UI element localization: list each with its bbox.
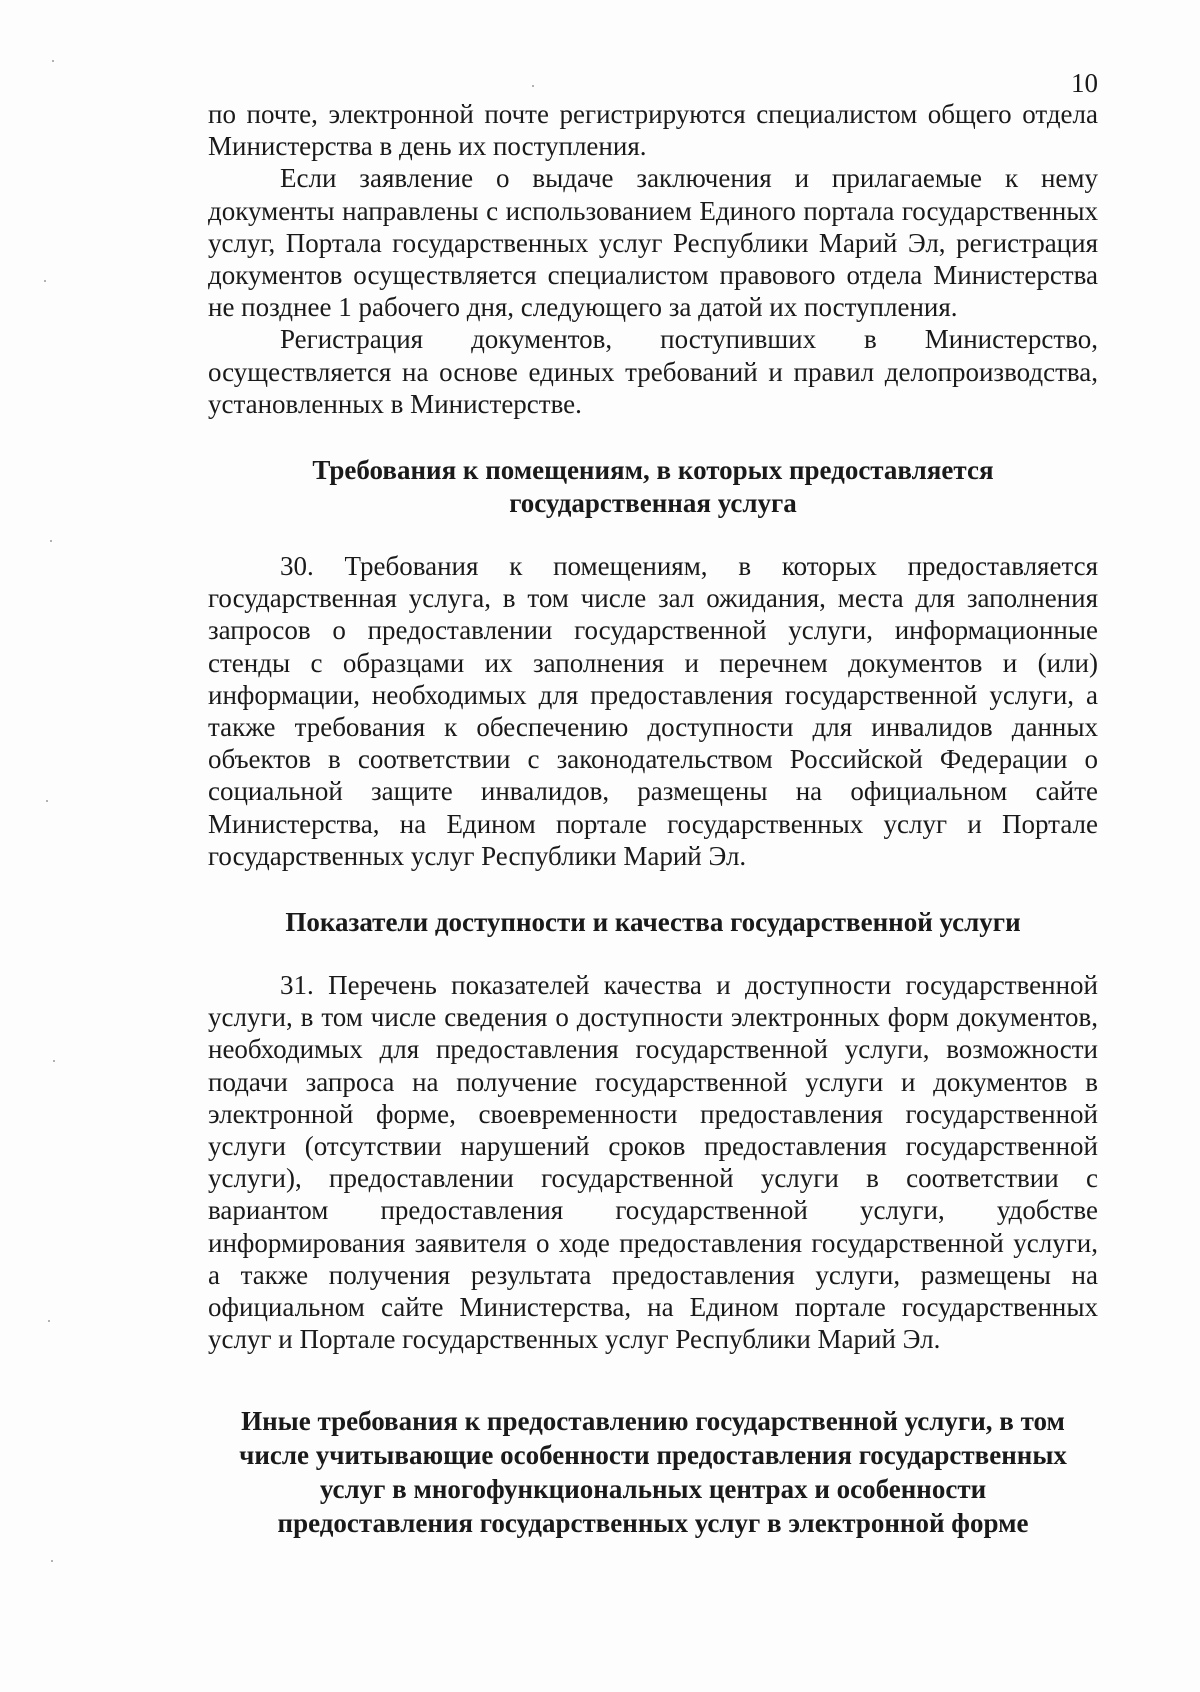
scan-speck <box>44 280 46 282</box>
section-heading-premises <box>208 454 1098 520</box>
heading-line: Требования к помещениям, в которых предоставляется <box>312 455 994 486</box>
scan-speck <box>48 1320 50 1322</box>
scan-speck <box>50 540 52 542</box>
heading-line: услуг в многофункциональных центрах и особенности <box>319 1473 987 1504</box>
section-heading-indicators: Показатели доступности и качества государственной услуги <box>285 907 1021 938</box>
scan-speck <box>532 85 534 87</box>
heading-line: числе учитывающие особенности предоставления государственных <box>239 1439 1067 1470</box>
scan-speck <box>52 60 54 62</box>
heading-line: государственная услуга <box>509 488 797 519</box>
heading-line: Иные требования к предоставлению государственной услуги, в том <box>241 1405 1065 1436</box>
paragraph-mail-registration: по почте, электронной почте регистрируются специалистом общего отдела Министерства в день их поступления. <box>208 99 1098 162</box>
heading-line: предоставления государственных услуг в электронной форме <box>277 1507 1029 1538</box>
document-body <box>208 98 1098 1540</box>
page-number: 10 <box>1071 68 1098 98</box>
paragraph-item-31: 31. Перечень показателей качества и доступности государственной услуги, в том числе сведения о доступности электронных форм документов, необходимых для предоставления государственной услуги, возможности подачи запроса на получение государственной услуги и документов в электронной форме, своевременности предоставления государственной услуги (отсутствии нарушений сроков предоставления государственной услуги), предоставлении государственной услуги в соответствии с вариантом предоставления государственной услуги, удобстве информирования заявителя о ходе предоставления государственной услуги, а также получения результата предоставления услуги, размещены на официальном сайте Министерства, на Едином портале государственных услуг и Портале государственных услуг Республики Марий Эл. <box>208 970 1098 1355</box>
scan-speck <box>53 1060 55 1062</box>
paragraph-portal-registration: Если заявление о выдаче заключения и прилагаемые к нему документы направлены с использованием Единого портала государственных услуг, Портала государственных услуг Республики Марий Эл, регистрация документов осуществляется специалистом правового отдела Министерства не позднее 1 рабочего дня, следующего за датой их поступления. <box>208 163 1098 323</box>
paragraph-item-30: 30. Требования к помещениям, в которых предоставляется государственная услуга, в том числе зал ожидания, места для заполнения запросов о предоставлении государственной услуги, информационные стенды с образцами их заполнения и перечнем документов и (или) информации, необходимых для предоставления государственной услуги, а также требования к обеспечению доступности для инвалидов данных объектов в соответствии с законодательством Российской Федерации о социальной защите инвалидов, размещены на официальном сайте Министерства, на Едином портале государственных услуг и Портале государственных услуг Республики Марий Эл. <box>208 551 1098 871</box>
scan-speck <box>51 1560 53 1562</box>
paragraph-registration-rules: Регистрация документов, поступивших в Министерство, осуществляется на основе единых требований и правил делопроизводства, установленных в Министерстве. <box>208 324 1098 419</box>
section-heading-other-requirements <box>208 1404 1098 1540</box>
scan-speck <box>46 800 48 802</box>
